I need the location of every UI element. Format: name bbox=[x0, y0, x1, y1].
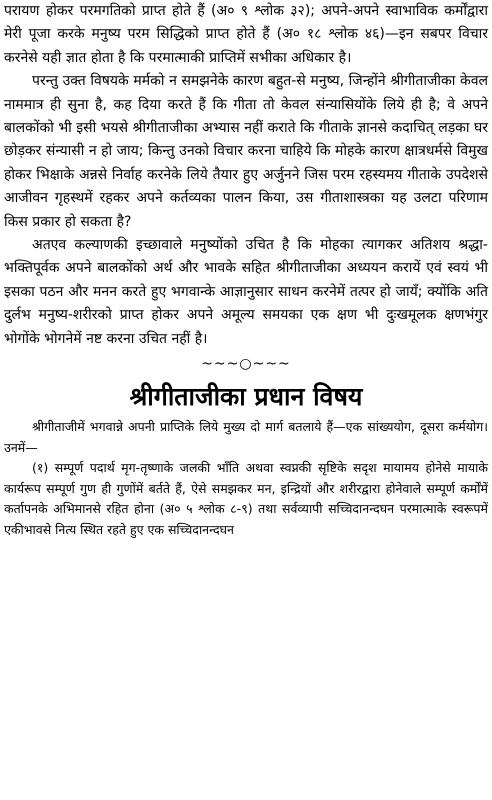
section-heading: श्रीगीताजीका प्रधान विषय bbox=[129, 382, 363, 412]
paragraph-4: श्रीगीताजीमें भगवान्ने अपनी प्राप्तिके लिये मुख्य दो मार्ग बतलाये हैं—एक सांख्ययोग, दूसरा कर्मयोग। उनमें— bbox=[4, 419, 488, 455]
section-separator: ~~~○~~~ bbox=[201, 356, 291, 373]
bottom-section bbox=[4, 417, 488, 541]
paragraph-1: परायण होकर परमगतिको प्राप्त होते हैं (अ० ९ श्लोक ३२); अपने-अपने स्वाभाविक कर्मोंद्वारा मेरी पूजा करके मनुष्य परम सिद्धिको प्राप्त होते हैं (अ० १८ श्लोक ४६)—इन सबपर विचार करनेसे यही ज्ञात होता है कि परमात्माकी प्राप्तिमें सभीका अधिकार है। bbox=[4, 3, 488, 66]
paragraph-2: परन्तु उक्त विषयके मर्मको न समझनेके कारण बहुत-से मनुष्य, जिन्होंने श्रीगीताजीका केवल नाममात्र ही सुना है, कह दिया करते हैं कि गीता तो केवल संन्यासियोंके लिये ही है; वे अपने बालकोंको भी इसी भयसे श्रीगीताजीका अभ्यास नहीं कराते कि गीताके ज्ञानसे कदाचित् लड़का घर छोड़कर संन्यासी न हो जाय; किन्तु उनको विचार करना चाहिये कि मोहके कारण क्षात्रधर्मसे विमुख होकर भिक्षाके अन्नसे निर्वाह करनेके लिये तैयार हुए अर्जुनने जिस परम रहस्यमय गीताके उपदेशसे आजीवन गृहस्थमें रहकर अपने कर्तव्यका पालन किया, उस गीताशास्त्रका यह उलटा परिणाम किस प्रकार हो सकता है? bbox=[4, 73, 489, 230]
paragraph-5: (१) सम्पूर्ण पदार्थ मृग-तृष्णाके जलकी भाँति अथवा स्वप्नकी सृष्टिके सदृश मायामय होनेसे मायाके कार्यरूप सम्पूर्ण गुण ही गुणोंमें बर्तते हैं, ऐसे समझकर मन, इन्द्रियों और शरीरद्वारा होनेवाले सम्पूर्ण कर्मोंमें कर्तापनके अभिमानसे रहित होना (अ० ५ श्लोक ८-९) तथा सर्वव्यापी सच्चिदानन्दघन परमात्माके स्वरूपमें एकीभावसे नित्य स्थित रहते हुए एक सच्चिदानन्दघन bbox=[4, 460, 488, 538]
paragraph-3: अतएव कल्याणकी इच्छावाले मनुष्योंको उचित है कि मोहका त्यागकर अतिशय श्रद्धा-भक्तिपूर्वक अपने बालकोंको अर्थ और भावके सहित श्रीगीताजीका अध्ययन करायें एवं स्वयं भी इसका पठन और मनन करते हुए भगवान्के आज्ञानुसार साधन करनेमें तत्पर हो जायँ; क्योंकि अति दुर्लभ मनुष्य-शरीरको प्राप्त होकर अपने अमूल्य समयका एक क्षण भी दुःखमूलक क्षणभंगुर भोगोंके भोगनेमें नष्ट करना उचित नहीं है। bbox=[4, 237, 488, 347]
top-section bbox=[4, 0, 488, 351]
